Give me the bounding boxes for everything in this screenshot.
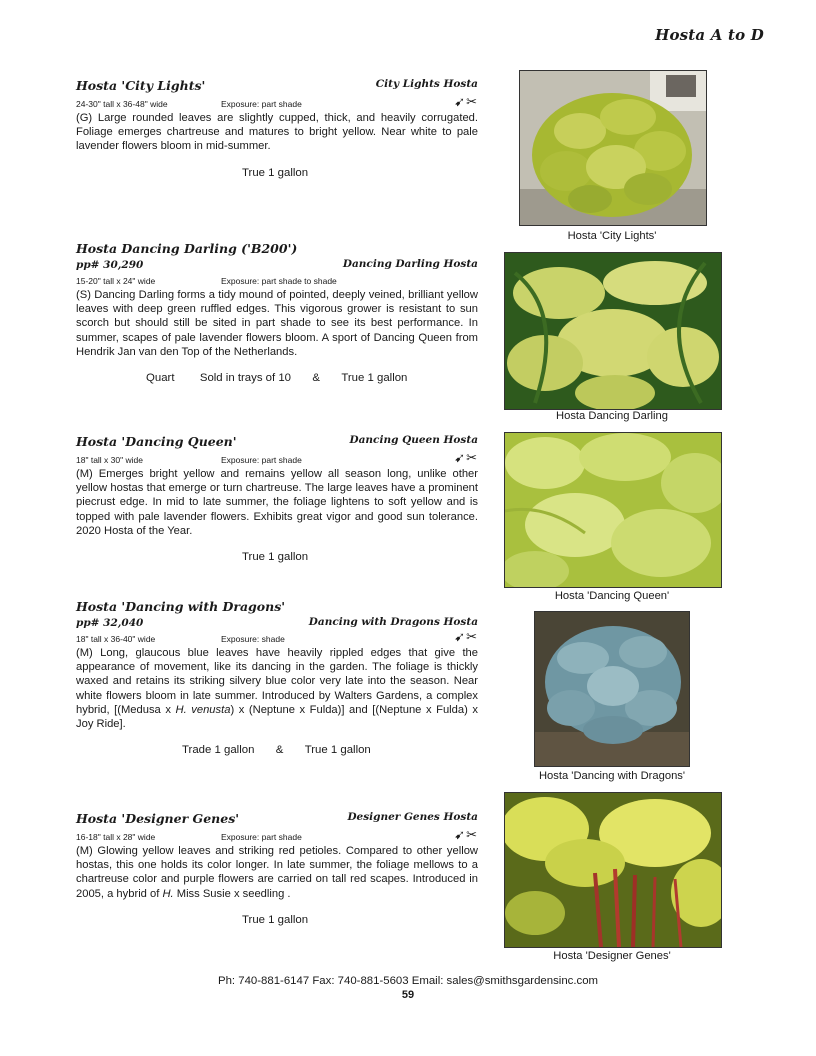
availability (76, 744, 478, 756)
exposure: Exposure: shade (221, 634, 285, 644)
common-name: Dancing with Dragons Hosta (308, 616, 478, 628)
plant-name: Hosta 'City Lights' (76, 78, 206, 93)
availability-item: Quart (146, 372, 175, 385)
plant-entry-dancing-with-dragons (76, 599, 478, 756)
exposure: Exposure: part shade (221, 832, 302, 842)
description-text: ) x (Neptune x Fulda)] and [(Neptune x Fulda) x Joy Ride]. (76, 703, 478, 731)
availability-separator: & (312, 372, 320, 385)
availability-item: Trade 1 gallon (182, 744, 255, 757)
plant-size: 18" tall x 30" wide (76, 455, 143, 465)
hummingbird-icon: ➹ (454, 94, 467, 109)
plant-entry-designer-genes (76, 811, 478, 926)
common-name: City Lights Hosta (375, 78, 478, 90)
plant-description: (G) Large rounded leaves are slightly cupped, thick, and heavily corrugated. Foliage emerges chartreuse and matures to bright yellow. Near white to pale lavender flowers bloom in mid-summer. (76, 112, 478, 153)
photo-designer-genes (504, 792, 722, 948)
availability-item: True 1 gallon (304, 744, 371, 757)
description-text: (M) Glowing yellow leaves and striking red petioles. Compared to other yellow hostas, this one holds its color longer. In late summer, the foliage mellows to a chartreuse color and purple flowers are carried on tall red scapes. Introduced in 2005, a hybrid of (76, 845, 478, 900)
availability-item: True 1 gallon (242, 166, 309, 179)
plant-entry-dancing-darling (76, 241, 478, 384)
photo-dancing-darling (504, 252, 722, 410)
common-name: Dancing Queen Hosta (349, 434, 478, 446)
feature-icons (454, 94, 478, 110)
exposure: Exposure: part shade (221, 99, 302, 109)
plant-entry-city-lights (76, 78, 478, 179)
scissors-icon: ✂ (466, 450, 478, 465)
species-name: H. (162, 887, 174, 900)
availability (76, 372, 478, 384)
availability (76, 551, 478, 563)
availability-item: Sold in trays of 10 (199, 372, 292, 385)
common-name: Designer Genes Hosta (347, 811, 478, 823)
plant-name: Hosta 'Dancing with Dragons' (76, 599, 286, 614)
scissors-icon: ✂ (466, 629, 478, 644)
availability (76, 167, 478, 179)
feature-icons (454, 450, 478, 466)
availability (76, 914, 478, 926)
feature-icons (454, 827, 478, 843)
availability-item: True 1 gallon (242, 913, 309, 926)
availability-separator: & (275, 744, 284, 757)
scissors-icon: ✂ (466, 827, 478, 842)
photo-caption: Hosta 'Designer Genes' (553, 950, 671, 962)
scissors-icon: ✂ (466, 94, 478, 109)
plant-name: Hosta Dancing Darling ('B200') (76, 241, 298, 256)
photo-caption: Hosta 'Dancing Queen' (554, 590, 670, 602)
availability-item: True 1 gallon (242, 551, 309, 564)
plant-name: Hosta 'Dancing Queen' (76, 434, 237, 449)
footer-contact: Ph: 740-881-6147 Fax: 740-881-5603 Email: sales@smithsgardensinc.com (217, 975, 599, 987)
section-title: Hosta A to D (655, 26, 764, 44)
species-name: H. venusta (175, 703, 231, 716)
photo-dancing-queen (504, 432, 722, 588)
plant-size: 24-30" tall x 36-48" wide (76, 99, 168, 109)
feature-icons (454, 629, 478, 645)
photo-dancing-with-dragons (534, 611, 690, 767)
description-text: Miss Susie x seedling . (173, 887, 291, 900)
plant-description: (S) Dancing Darling forms a tidy mound of pointed, deeply veined, brilliant yellow leaves with deep green ruffled edges. This vigorous grower is resistant to sun scorch but should still be sited in part shade to see its best performance. In summer, scapes of pale lavender flowers bloom. A sport of Dancing Queen from Hendrik Jan van den Top of the Netherlands. (76, 289, 478, 358)
hummingbird-icon: ➹ (454, 629, 467, 644)
plant-size: 15-20" tall x 24" wide (76, 276, 156, 286)
photo-caption: Hosta 'City Lights' (567, 230, 657, 242)
plant-size: 16-18" tall x 28" wide (76, 832, 156, 842)
common-name: Dancing Darling Hosta (342, 258, 478, 270)
plant-entry-dancing-queen (76, 434, 478, 563)
exposure: Exposure: part shade (221, 455, 302, 465)
patent-number: pp# 30,290 (76, 259, 144, 271)
photo-caption: Hosta 'Dancing with Dragons' (538, 770, 686, 782)
plant-description (76, 844, 478, 901)
patent-number: pp# 32,040 (76, 617, 144, 629)
hummingbird-icon: ➹ (454, 827, 467, 842)
hummingbird-icon: ➹ (454, 450, 467, 465)
description-text: (M) Long, glaucous blue leaves have heavily rippled edges that give the appearance of movement, like its dancing in the garden. The foliage is thickly waxed and retains its striking silvery blue color very late into the season. Near white flowers bloom in late summer. Introduced by Walters Gardens, a complex hybrid, [(Medusa x (76, 647, 478, 716)
availability-item: True 1 gallon (341, 372, 408, 385)
photo-city-lights (519, 70, 707, 226)
plant-description (76, 646, 478, 731)
photo-caption: Hosta Dancing Darling (556, 410, 668, 422)
plant-name: Hosta 'Designer Genes' (76, 811, 240, 826)
plant-size: 18" tall x 36-40" wide (76, 634, 156, 644)
exposure: Exposure: part shade to shade (221, 276, 337, 286)
page-number: 59 (401, 989, 415, 1001)
plant-description: (M) Emerges bright yellow and remains yellow all season long, unlike other yellow hostas that emerge or turn chartreuse. The large leaves have a prominent piecrust edge. In mid to late summer, the foliage lightens to soft yellow and is topped with pale lavender flowers. Exhibits great vigor and good sun tolerance. 2020 Hosta of the Year. (76, 468, 478, 537)
